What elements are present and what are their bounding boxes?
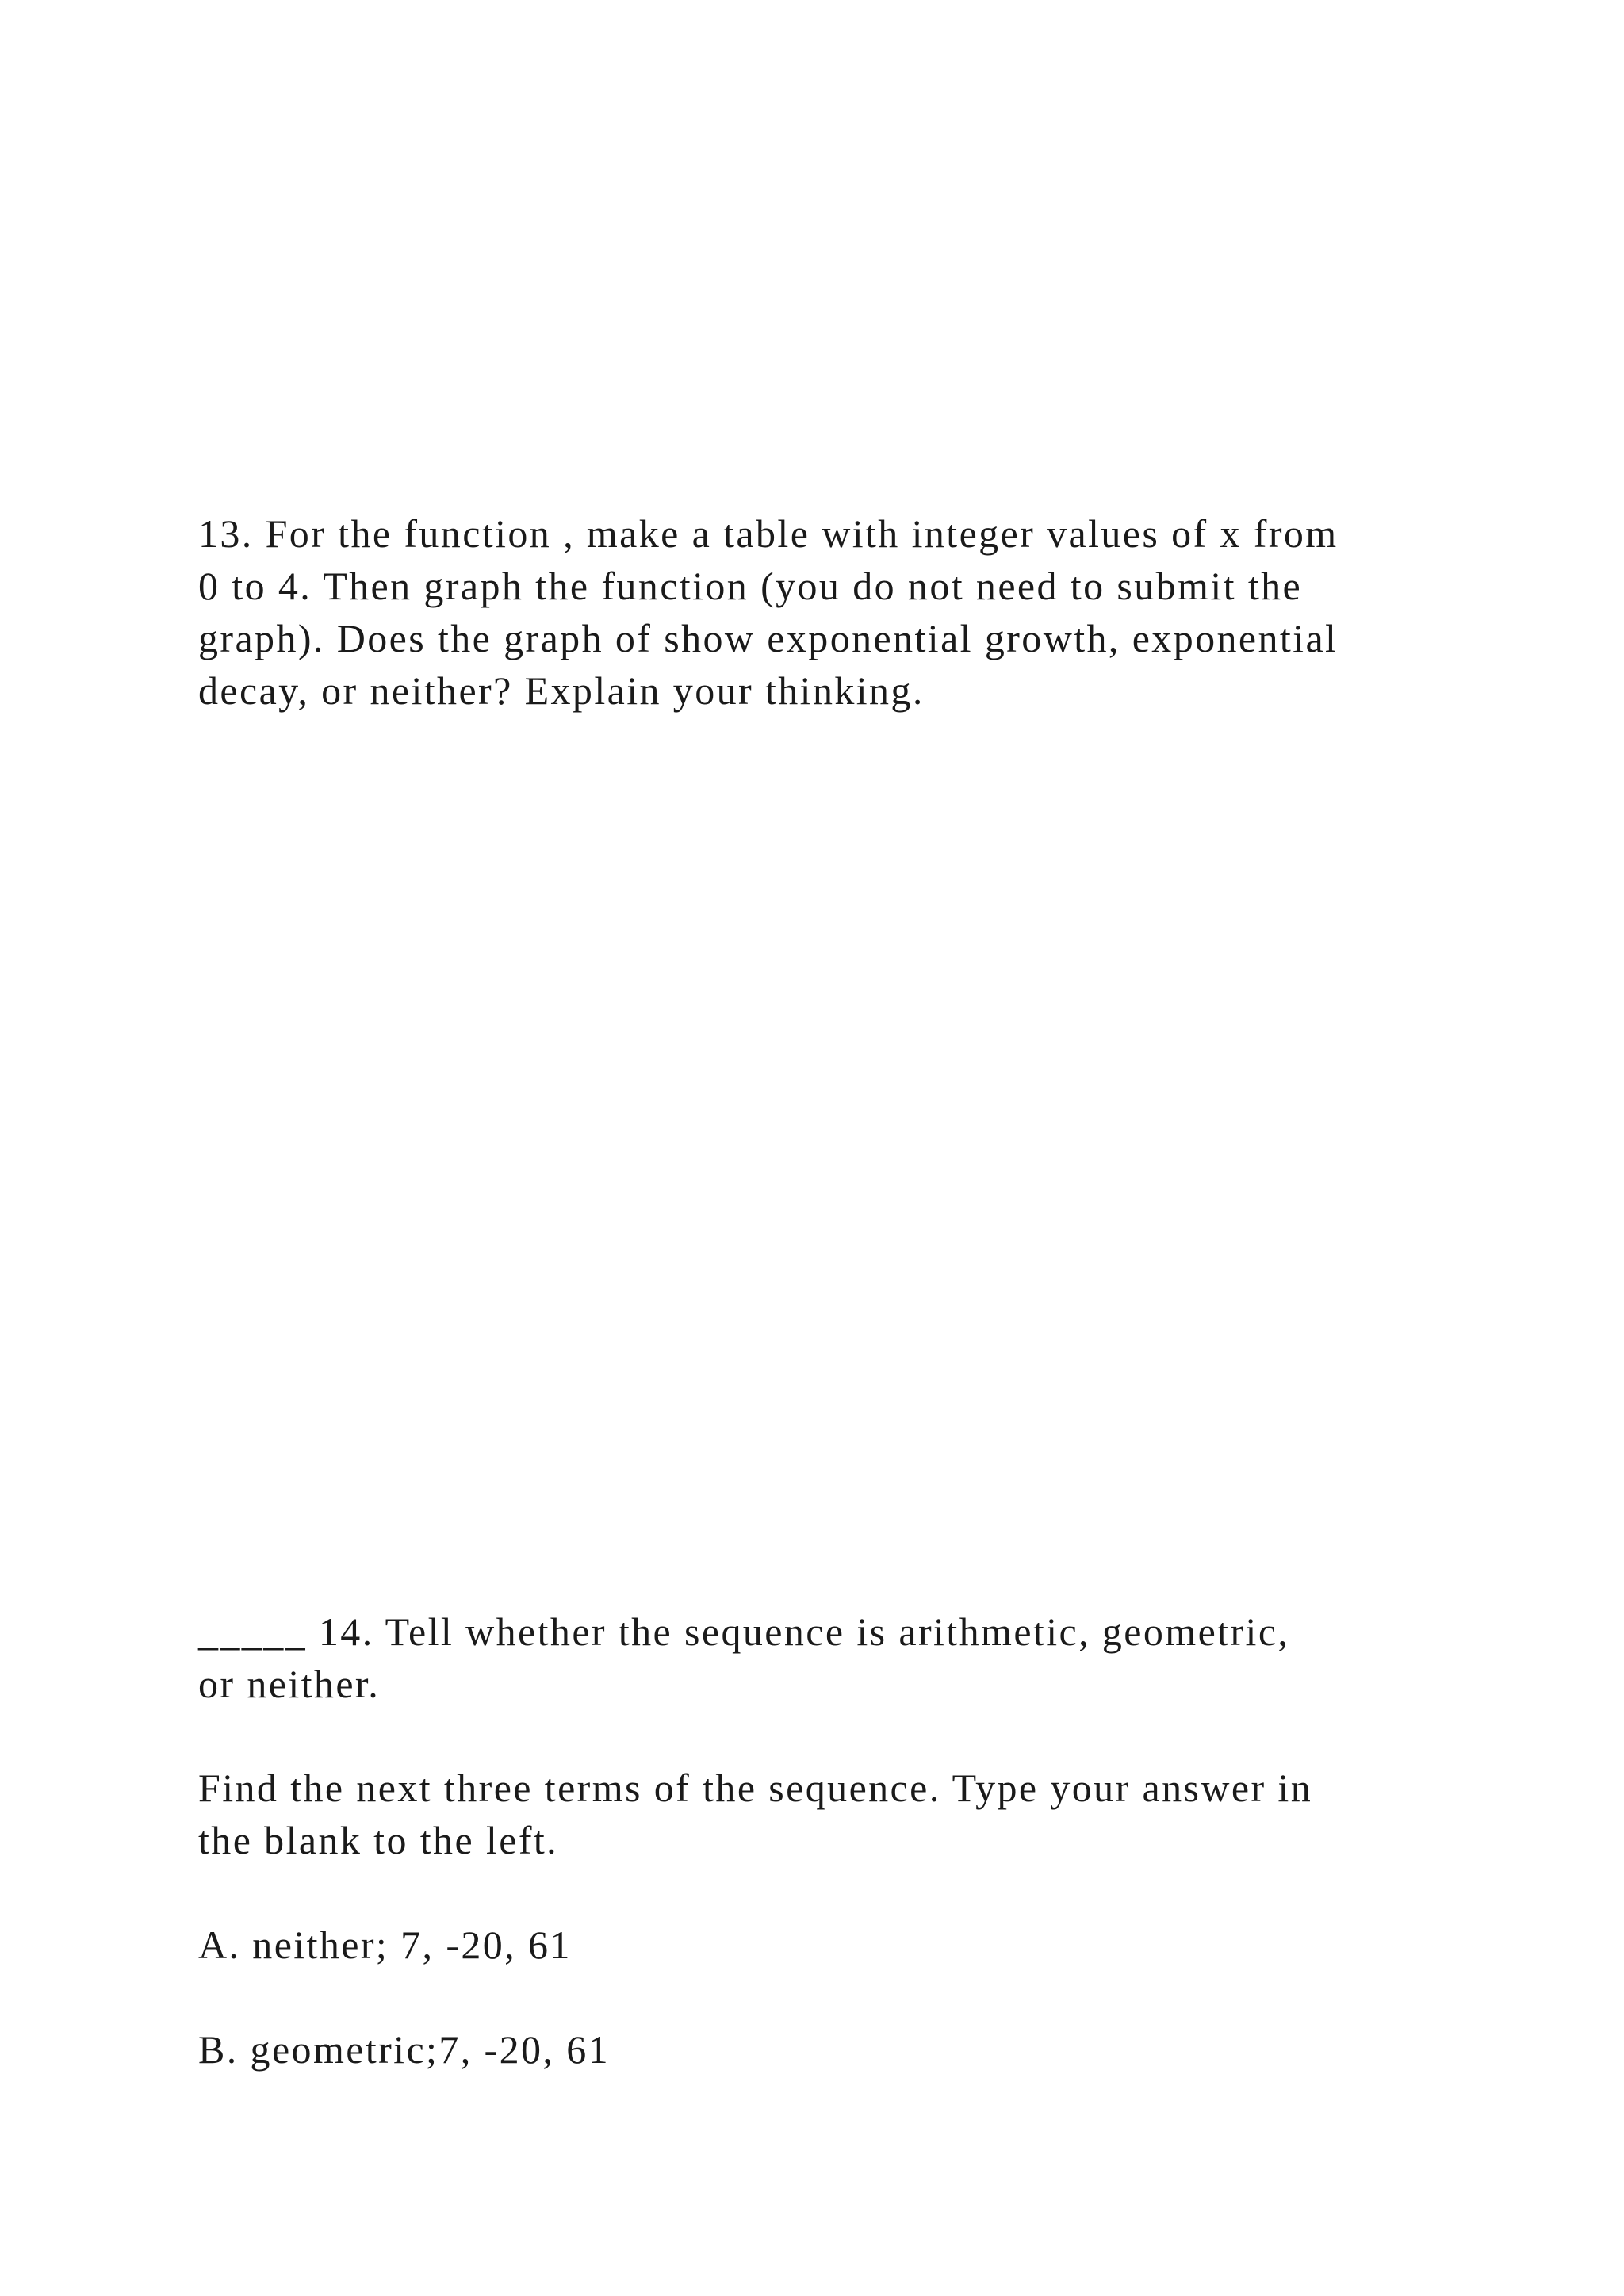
option-a-text: A. neither; 7, -20, 61 <box>198 1923 572 1967</box>
question-13-line: 0 to 4. Then graph the function (you do not need to submit the <box>198 564 1303 608</box>
question-13-text <box>198 507 1467 717</box>
question-14-instruction <box>198 1762 1467 1866</box>
question-14-instruction-line: the blank to the left. <box>198 1818 559 1862</box>
option-b-text: B. geometric;7, -20, 61 <box>198 2027 610 2072</box>
question-14-instruction-line: Find the next three terms of the sequence. Type your answer in <box>198 1766 1313 1810</box>
option-a <box>198 1919 1467 1971</box>
option-b <box>198 2023 1467 2076</box>
question-14-prompt <box>198 1605 1467 1710</box>
question-13-line: 13. For the function , make a table with integer values of x from <box>198 511 1339 556</box>
question-13-line: graph). Does the graph of show exponential growth, exponential <box>198 616 1339 660</box>
question-13-line: decay, or neither? Explain your thinking. <box>198 668 925 713</box>
question-14-prompt-line: or neither. <box>198 1662 381 1706</box>
question-14-prompt-line: _____ 14. Tell whether the sequence is arithmetic, geometric, <box>198 1609 1290 1654</box>
